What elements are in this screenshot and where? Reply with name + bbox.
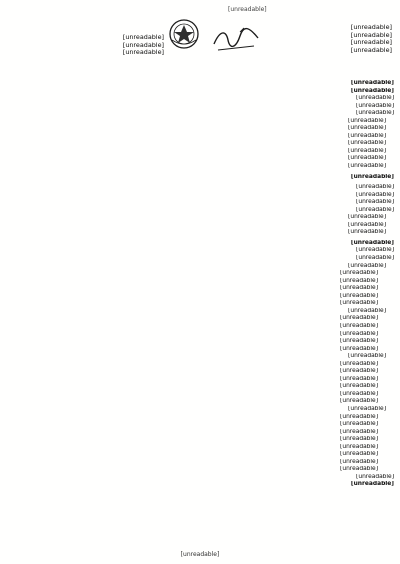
text-line: [unreadable] [350,80,394,86]
text-line: [unreadable] [340,398,378,405]
footer-note: [unreadable] [180,551,220,558]
exam-info-header [74,34,164,57]
text-line: [unreadable] [348,163,386,170]
text-line: [unreadable] [356,473,394,480]
header-line: [unreadable] [350,30,392,39]
text-line: [unreadable] [340,322,378,329]
text-line: [unreadable] [340,458,378,465]
ministry-header [242,24,392,54]
text-line: [unreadable] [340,285,378,292]
text-line: [unreadable] [340,375,378,382]
text-line: [unreadable] [340,451,378,458]
document-number: [unreadable] [228,6,267,13]
text-line: [unreadable] [350,481,394,488]
text-line: [unreadable] [356,110,394,117]
text-line: [unreadable] [348,353,386,360]
text-line: [unreadable] [348,221,386,228]
question-line: [unreadable] [350,87,394,94]
text-line: [unreadable] [348,405,386,412]
header-line: [unreadable] [122,48,164,57]
text-line: [unreadable] [348,307,386,314]
text-line: [unreadable] [340,368,378,375]
text-line: [unreadable] [340,330,378,337]
text-line: [unreadable] [340,383,378,390]
text-line: [unreadable] [340,436,378,443]
text-line: [unreadable] [340,292,378,299]
header-line: [unreadable] [122,33,164,41]
exam-questions-body [8,80,394,489]
text-line: [unreadable] [340,270,378,277]
text-line: [unreadable] [348,132,386,139]
text-line: [unreadable] [348,117,386,124]
text-line: [unreadable] [348,214,386,221]
ministry-emblem-icon [168,18,200,50]
text-line: [unreadable] [348,229,386,236]
header-line: [unreadable] [350,38,392,47]
text-line: [unreadable] [348,262,386,269]
text-line: [unreadable] [356,102,394,109]
text-line: [unreadable] [356,191,394,198]
text-line: [unreadable] [348,140,386,147]
text-line: [unreadable] [340,443,378,450]
text-line: [unreadable] [340,315,378,322]
text-line: [unreadable] [356,247,394,254]
text-line: [unreadable] [356,199,394,206]
text-line: [unreadable] [356,95,394,102]
header-line: [unreadable] [350,23,392,31]
text-line: [unreadable] [340,421,378,428]
text-line: [unreadable] [356,184,394,191]
text-line: [unreadable] [348,147,386,154]
text-line: [unreadable] [340,300,378,307]
text-line: [unreadable] [356,255,394,262]
text-line: [unreadable] [340,413,378,420]
header-line: [unreadable] [122,40,164,49]
text-line: [unreadable] [340,360,378,367]
text-line: [unreadable] [348,155,386,162]
text-line: [unreadable] [340,277,378,284]
text-line: [unreadable] [340,345,378,352]
text-line: [unreadable] [356,206,394,213]
question-line: [unreadable] [350,173,394,180]
text-line: [unreadable] [340,390,378,397]
question-line: [unreadable] [350,239,394,246]
header-line: [unreadable] [350,45,392,54]
text-line: [unreadable] [340,338,378,345]
text-line: [unreadable] [348,125,386,132]
text-line: [unreadable] [340,466,378,473]
text-line: [unreadable] [340,428,378,435]
